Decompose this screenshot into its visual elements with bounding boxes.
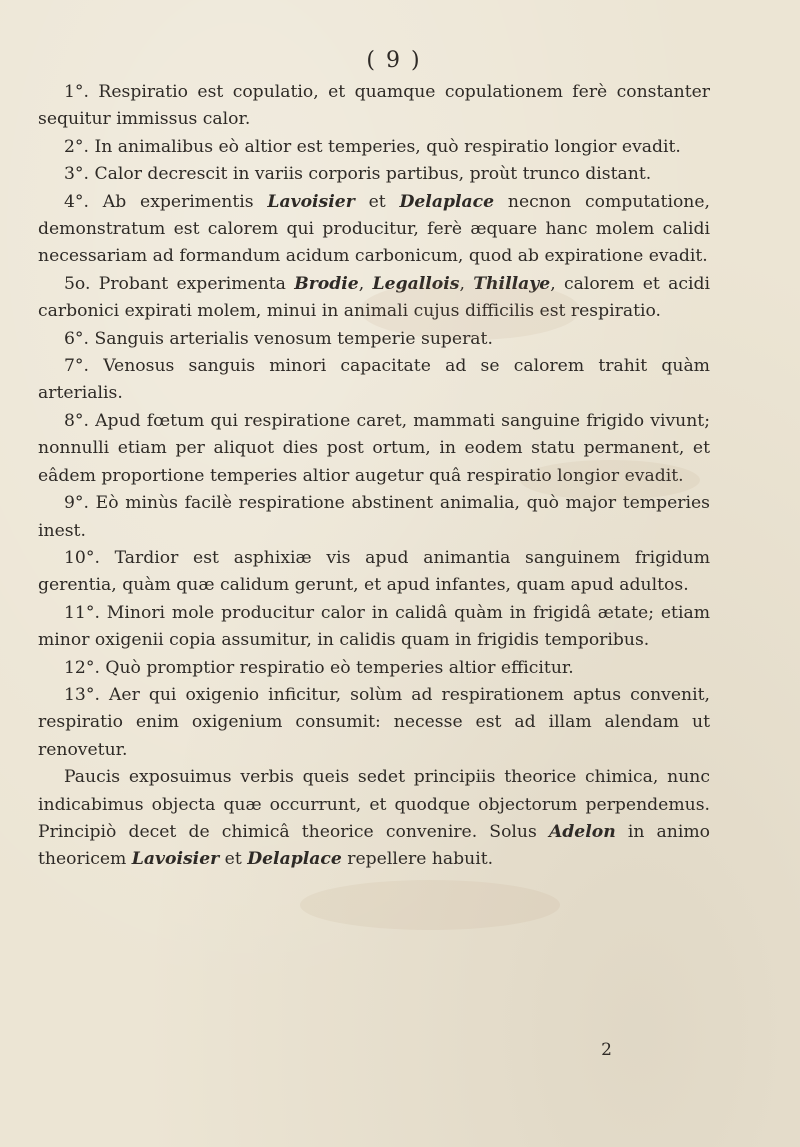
paragraph — [38, 764, 710, 874]
paragraph — [38, 79, 710, 134]
paragraph-text: et — [354, 191, 400, 212]
paragraph-text: 1°. Respiratio est copulatio, et quamque copulationem ferè constanter sequitur immissus calor. — [38, 82, 710, 130]
paragraph-text: , calorem et acidi carbonici expirati molem, minui in animali cujus difficilis est respiratio. — [38, 273, 710, 322]
paragraph-text: 12°. Quò promptior respiratio eò temperies altior efficitur. — [64, 657, 574, 678]
paragraph-text: 6°. Sanguis arterialis venosum temperie superat. — [64, 328, 493, 349]
paragraph-text: 13°. Aer qui oxigenio inficitur, solùm ad respirationem aptus convenit, respiratio enim oxigenium consumit: necesse est ad illam alendam ut renovetur. — [38, 684, 710, 760]
paragraph-text: 7°. Venosus sanguis minori capacitate ad se calorem trahit quàm arterialis. — [38, 356, 710, 404]
paragraph — [38, 189, 710, 271]
author-name: Adelon — [548, 821, 616, 842]
paragraph — [38, 490, 710, 545]
paragraph-text: 11°. Minori mole producitur calor in calidâ quàm in frigidâ ætate; etiam minor oxigenii copia assumitur, in calidis quam in frigidis temporibus. — [38, 602, 710, 651]
author-name: Thillaye — [473, 273, 551, 294]
paragraph-text: Paucis exposuimus verbis queis sedet principiis theorice chimica, nunc indicabimus objecta quæ occurrunt, et quodque objectorum perpendemus. Principiò decet de chimicâ theorice convenire. Solus — [38, 767, 710, 842]
paragraph-text: , — [459, 273, 474, 294]
author-name: Delaplace — [247, 849, 342, 870]
author-name: Lavoisier — [131, 849, 220, 870]
paragraph — [38, 161, 710, 188]
paragraph-text: 5o. Probant experimenta — [64, 273, 295, 294]
paragraph-text: , — [358, 273, 373, 294]
paragraph-text: et — [219, 849, 248, 870]
author-name: Delaplace — [399, 191, 495, 212]
paragraph-text: 8°. Apud fœtum qui respiratione caret, mammati sanguine frigido vivunt; nonnulli etiam per aliquot dies post ortum, in eodem statu permanent, et eâdem proportione temperies altior augetur quâ respiratio longior evadit. — [38, 410, 710, 486]
paragraph — [38, 682, 710, 764]
paragraph-text: 3°. Calor decrescit in variis corporis partibus, proùt trunco distant. — [64, 164, 652, 185]
paragraph — [38, 353, 710, 408]
paragraph — [38, 326, 710, 353]
paragraph-text: 9°. Eò minùs facilè respiratione abstinent animalia, quò major temperies inest. — [38, 493, 710, 541]
author-name: Lavoisier — [267, 191, 355, 212]
paragraph-text: 4°. Ab experimentis — [64, 191, 268, 212]
paragraph-text: 10°. Tardior est asphixiæ vis apud animantia sanguinem frigidum gerentia, quàm quæ calidum gerunt, et apud infantes, quam apud adultos. — [38, 547, 710, 596]
paper-stain — [300, 880, 560, 930]
paragraph — [38, 545, 710, 600]
paragraph-text: 2°. In animalibus eò altior est temperies, quò respiratio longior evadit. — [64, 136, 681, 157]
paragraph-text: in animo theoricem — [38, 821, 710, 870]
page-number: ( 9 ) — [366, 48, 422, 73]
paragraph — [38, 600, 710, 655]
paragraph-text: necnon computatione, demonstratum est calorem qui producitur, ferè æquare hanc molem calidi necessariam ad formandum acidum carbonicum, quod ab expiratione evadit. — [38, 191, 710, 267]
paragraph — [38, 271, 710, 326]
paragraph-text: repellere habuit. — [341, 849, 494, 870]
author-name: Legallois — [372, 273, 460, 294]
paragraph — [38, 408, 710, 490]
body-text — [38, 79, 710, 874]
paragraph — [38, 655, 710, 682]
paragraph — [38, 134, 710, 161]
author-name: Brodie — [294, 273, 359, 294]
signature-mark: 2 — [601, 1040, 612, 1060]
